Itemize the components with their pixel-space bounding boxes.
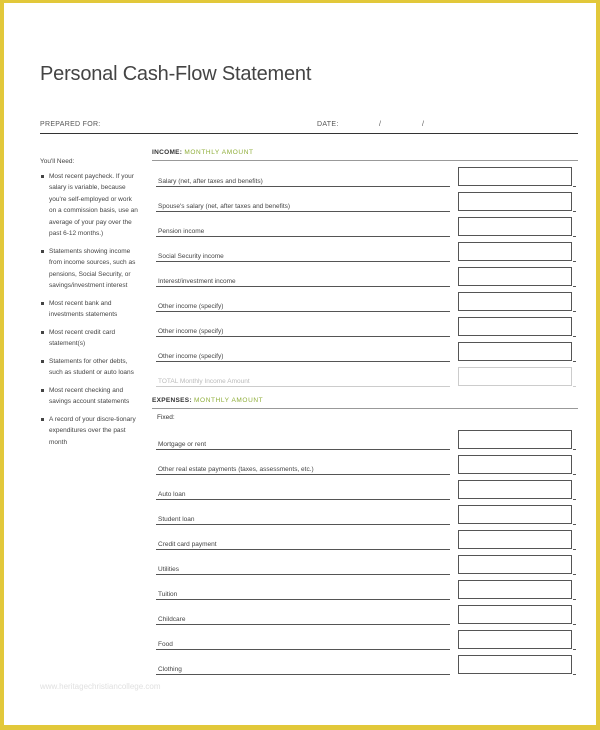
row-label: Other income (specify) — [158, 303, 224, 310]
row-tick — [573, 386, 576, 387]
amount-field[interactable] — [458, 555, 572, 574]
row-tick — [573, 474, 576, 475]
row-label: Pension income — [158, 228, 205, 235]
row-label: Tuition — [158, 591, 178, 598]
watermark: www.heritagechristiancollege.com — [40, 682, 161, 691]
table-row — [156, 267, 578, 287]
row-underline — [156, 474, 450, 475]
amount-field[interactable] — [458, 480, 572, 499]
amount-field[interactable] — [458, 342, 572, 361]
sidebar-heading: You'll Need: — [40, 158, 75, 165]
row-underline — [156, 649, 450, 650]
row-underline — [156, 311, 450, 312]
amount-field[interactable] — [458, 267, 572, 286]
row-tick — [573, 311, 576, 312]
sidebar-list — [40, 171, 140, 449]
table-row — [156, 217, 578, 237]
table-row — [156, 655, 578, 675]
row-tick — [573, 361, 576, 362]
row-label: Interest/investment income — [158, 278, 236, 285]
row-underline — [156, 574, 450, 575]
row-label: Spouse's salary (net, after taxes and benefits) — [158, 203, 291, 210]
sidebar-item: Most recent paycheck. If your salary is variable, because you're self-employed or work on a commission basis, use an average of your pay over the past 6-12 months.) — [40, 171, 140, 240]
row-label: Utilities — [158, 566, 179, 573]
table-row — [156, 530, 578, 550]
expenses-sublabel: MONTHLY AMOUNT — [194, 397, 264, 404]
row-label: TOTAL Monthly Income Amount — [158, 378, 250, 385]
row-underline — [156, 211, 450, 212]
row-tick — [573, 336, 576, 337]
row-underline — [156, 524, 450, 525]
fixed-label: Fixed: — [157, 414, 175, 421]
expenses-rule — [152, 408, 578, 409]
income-total-row — [156, 367, 578, 387]
date-label: DATE: — [317, 121, 339, 128]
table-row — [156, 430, 578, 450]
page-title: Personal Cash-Flow Statement — [40, 63, 312, 85]
row-tick — [573, 449, 576, 450]
sidebar-item: A record of your discre-tionary expenditures over the past month — [40, 414, 140, 449]
table-row — [156, 455, 578, 475]
row-tick — [573, 524, 576, 525]
row-underline — [156, 549, 450, 550]
row-label: Mortgage or rent — [158, 441, 207, 448]
income-rule — [152, 160, 578, 161]
row-tick — [573, 624, 576, 625]
amount-field[interactable] — [458, 530, 572, 549]
income-sublabel: MONTHLY AMOUNT — [184, 149, 254, 156]
row-tick — [573, 674, 576, 675]
row-underline — [156, 449, 450, 450]
sidebar-item: Statements for other debts, such as student or auto loans — [40, 356, 140, 379]
date-slash-1: / — [379, 121, 381, 128]
row-underline — [156, 386, 450, 387]
sidebar-item: Statements showing income from income sources, such as pensions, Social Security, or savings/investment interest — [40, 246, 140, 292]
row-label: Salary (net, after taxes and benefits) — [158, 178, 263, 185]
row-underline — [156, 674, 450, 675]
table-row — [156, 555, 578, 575]
row-tick — [573, 261, 576, 262]
sidebar-item: Most recent credit card statement(s) — [40, 327, 140, 350]
date-slash-2: / — [422, 121, 424, 128]
row-label: Social Security income — [158, 253, 224, 260]
table-row — [156, 480, 578, 500]
table-row — [156, 580, 578, 600]
table-row — [156, 630, 578, 650]
row-label: Other real estate payments (taxes, assessments, etc.) — [158, 466, 314, 473]
row-underline — [156, 336, 450, 337]
table-row — [156, 505, 578, 525]
row-label: Other income (specify) — [158, 328, 224, 335]
row-label: Student loan — [158, 516, 195, 523]
row-tick — [573, 211, 576, 212]
row-tick — [573, 574, 576, 575]
amount-field[interactable] — [458, 317, 572, 336]
amount-field[interactable] — [458, 242, 572, 261]
income-label: INCOME: — [152, 149, 183, 156]
amount-field[interactable] — [458, 630, 572, 649]
expenses-label: EXPENSES: — [152, 397, 192, 404]
table-row — [156, 605, 578, 625]
row-label: Childcare — [158, 616, 186, 623]
table-row — [156, 167, 578, 187]
row-tick — [573, 649, 576, 650]
row-tick — [573, 236, 576, 237]
amount-field[interactable] — [458, 605, 572, 624]
row-underline — [156, 599, 450, 600]
row-tick — [573, 286, 576, 287]
row-tick — [573, 499, 576, 500]
expenses-heading — [152, 397, 263, 404]
row-underline — [156, 499, 450, 500]
amount-field[interactable] — [458, 505, 572, 524]
amount-field[interactable] — [458, 655, 572, 674]
row-underline — [156, 624, 450, 625]
row-underline — [156, 236, 450, 237]
row-underline — [156, 261, 450, 262]
you-will-need-sidebar — [40, 156, 140, 454]
row-underline — [156, 186, 450, 187]
income-heading — [152, 149, 254, 156]
table-row — [156, 292, 578, 312]
amount-field[interactable] — [458, 430, 572, 449]
row-label: Credit card payment — [158, 541, 217, 548]
amount-field[interactable] — [458, 192, 572, 211]
row-label: Clothing — [158, 666, 182, 673]
amount-field[interactable] — [458, 455, 572, 474]
amount-field[interactable] — [458, 292, 572, 311]
table-row — [156, 242, 578, 262]
row-label: Auto loan — [158, 491, 186, 498]
row-tick — [573, 549, 576, 550]
table-row — [156, 192, 578, 212]
row-tick — [573, 599, 576, 600]
row-label: Food — [158, 641, 173, 648]
total-amount-field[interactable] — [458, 367, 572, 386]
prepared-for-label: PREPARED FOR: — [40, 121, 101, 128]
amount-field[interactable] — [458, 217, 572, 236]
sidebar-item: Most recent checking and savings account statements — [40, 385, 140, 408]
amount-field[interactable] — [458, 580, 572, 599]
row-underline — [156, 286, 450, 287]
row-tick — [573, 186, 576, 187]
sidebar-item: Most recent bank and investments statements — [40, 298, 140, 321]
row-underline — [156, 361, 450, 362]
table-row — [156, 342, 578, 362]
statement-page — [4, 3, 596, 725]
table-row — [156, 317, 578, 337]
header-rule — [40, 133, 578, 134]
amount-field[interactable] — [458, 167, 572, 186]
row-label: Other income (specify) — [158, 353, 224, 360]
